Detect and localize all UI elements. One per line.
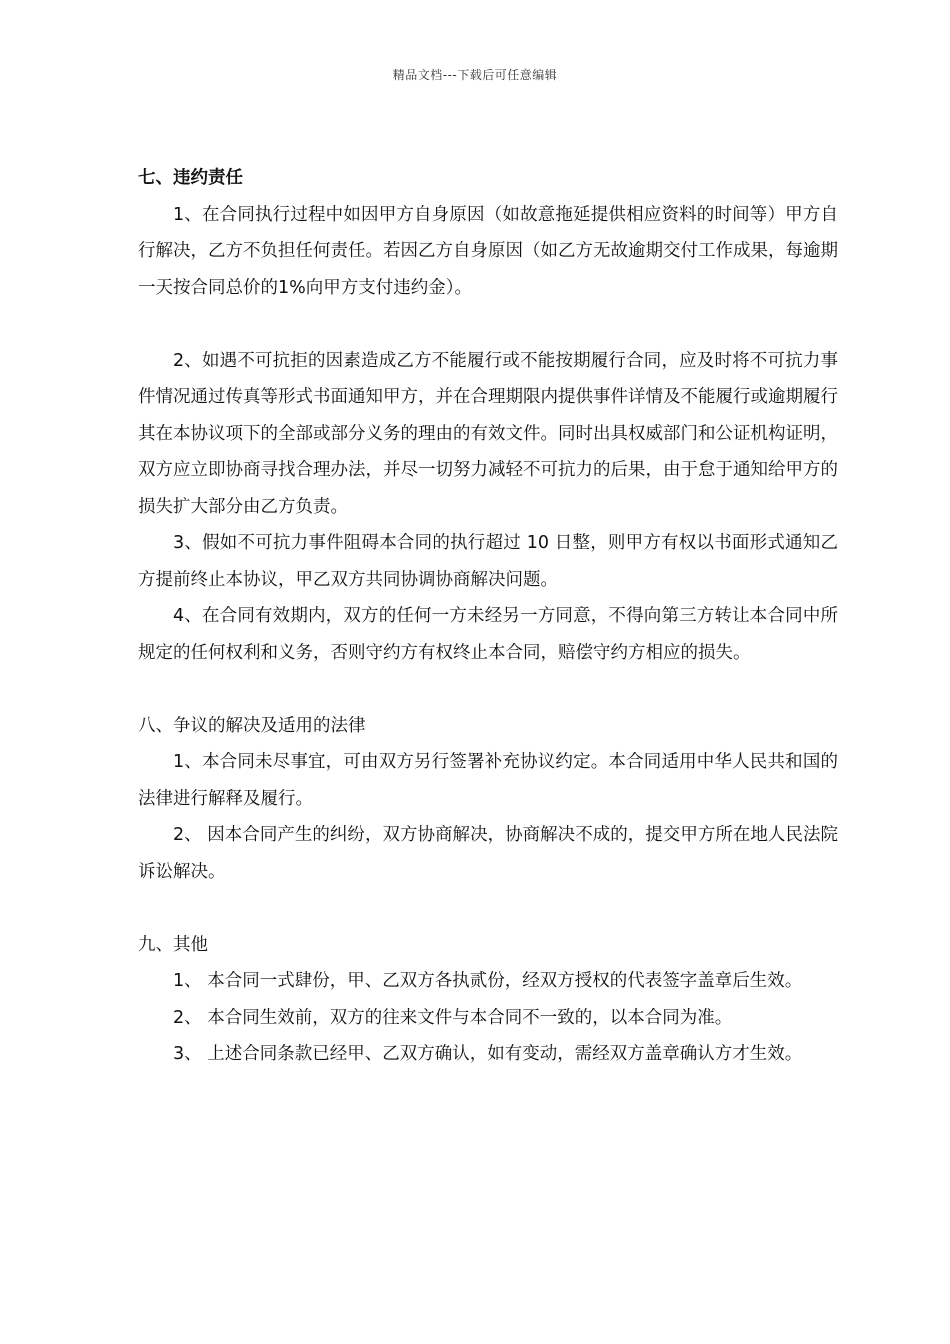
section-8-paragraph-2: 2、 因本合同产生的纠纷，双方协商解决，协商解决不成的，提交甲方所在地人民法院诉讼解决。 [138, 825, 838, 882]
spacer [138, 890, 838, 927]
section-8-title: 八、争议的解决及适用的法律 [138, 715, 366, 736]
section-9-paragraph-3: 3、 上述合同条款已经甲、乙双方确认，如有变动，需经双方盖章确认方才生效。 [173, 1044, 803, 1064]
page-header: 精品文档---下载后可任意编辑 [392, 68, 558, 82]
section-9-title: 九、其他 [138, 934, 208, 955]
section-9-paragraph-2: 2、 本合同生效前，双方的往来文件与本合同不一致的，以本合同为准。 [173, 1007, 733, 1028]
section-7-title: 七、违约责任 [138, 168, 243, 188]
section-7-paragraph-4: 4、在合同有效期内，双方的任何一方未经另一方同意，不得向第三方转让本合同中所规定的任何权利和义务，否则守约方有权终止本合同，赔偿守约方相应的损失。 [138, 606, 838, 663]
section-8-paragraph-1: 1、本合同未尽事宜，可由双方另行签署补充协议约定。本合同适用中华人民共和国的法律进行解释及履行。 [138, 752, 838, 809]
document-body [138, 160, 838, 1073]
section-7-paragraph-2: 2、如遇不可抗拒的因素造成乙方不能履行或不能按期履行合同，应及时将不可抗力事件情况通过传真等形式书面通知甲方，并在合理期限内提供事件详情及不能履行或逾期履行其在本协议项下的全部或部分义务的理由的有效文件。同时出具权威部门和公证机构证明，双方应立即协商寻找合理办法，并尽一切努力减轻不可抗力的后果，由于怠于通知给甲方的损失扩大部分由乙方负责。 [138, 350, 838, 517]
section-9-paragraph-1: 1、 本合同一式肆份，甲、乙双方各执贰份，经双方授权的代表签字盖章后生效。 [173, 971, 803, 991]
spacer [138, 671, 838, 708]
spacer [138, 306, 838, 343]
section-7-paragraph-3: 3、假如不可抗力事件阻碍本合同的执行超过 10 日整，则甲方有权以书面形式通知乙方提前终止本协议，甲乙双方共同协调协商解决问题。 [138, 533, 838, 590]
section-7-paragraph-1: 1、在合同执行过程中如因甲方自身原因（如故意拖延提供相应资料的时间等）甲方自行解决，乙方不负担任何责任。若因乙方自身原因（如乙方无故逾期交付工作成果，每逾期一天按合同总价的1%向甲方支付违约金）。 [138, 204, 838, 298]
